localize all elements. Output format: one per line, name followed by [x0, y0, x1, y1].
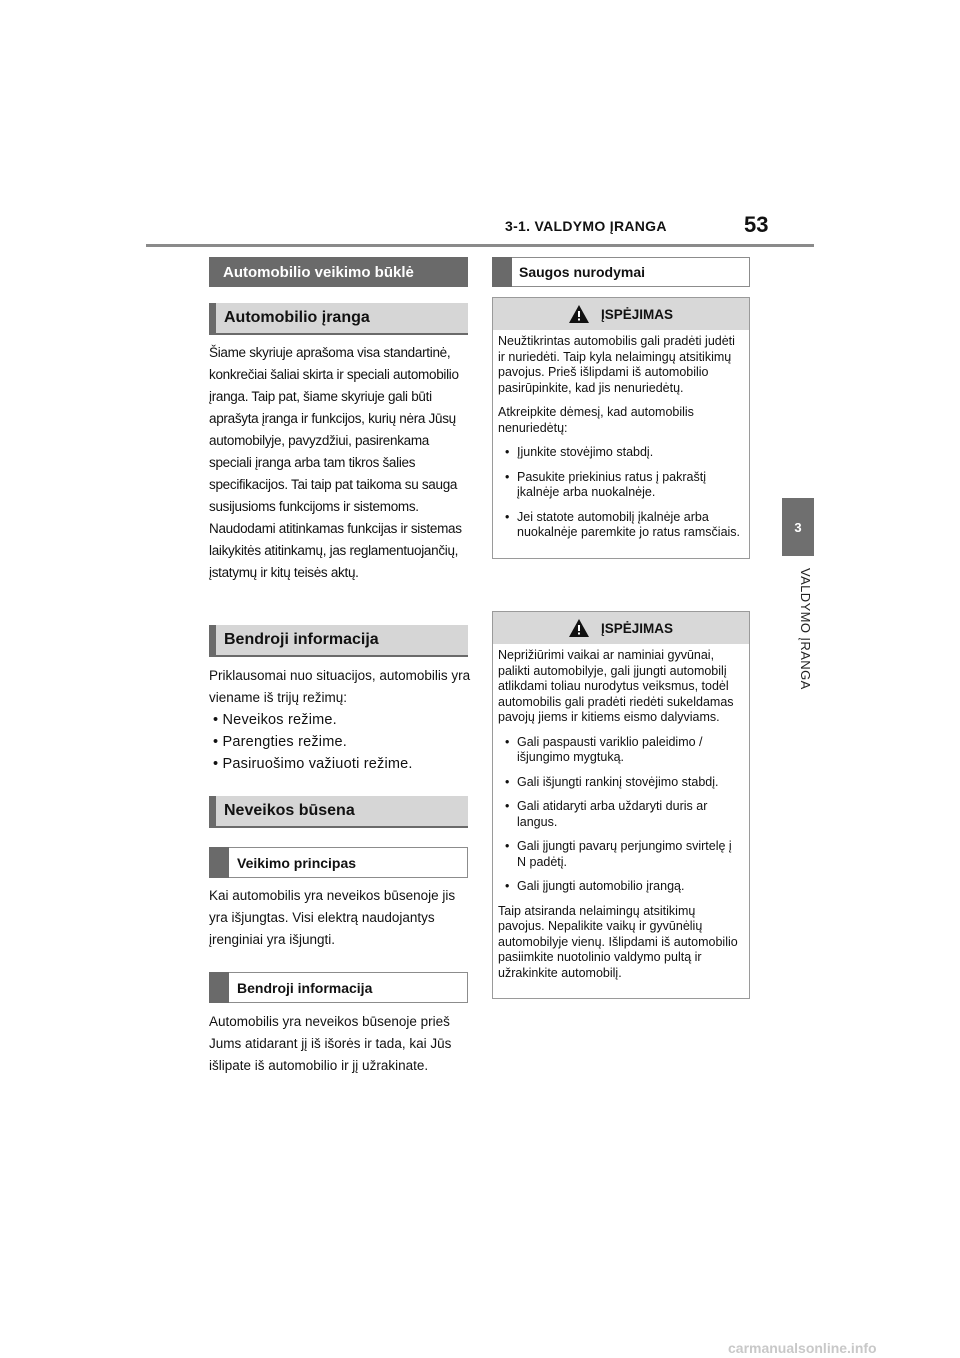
warning-triangle-icon	[569, 619, 589, 637]
warning-title: ĮSPĖJIMAS	[600, 306, 674, 322]
principle-heading: Veikimo principas	[209, 847, 468, 878]
equipment-text: Šiame skyriuje aprašoma visa standartinė, konkrečiai šaliai skirta ir speciali automobilio įranga. Taip pat, šiame skyriuje gali būti aprašyta įranga ir funkcijos, kurių nėra Jūsų automobilyje, pavyzdžiui, pasirenkama speciali įranga arba tam tikros šalies specifikacijos. Tai taip pat taikoma su sauga susijusioms funkcijoms ir sistemoms. Naudodami atitinkamas funkcijas ir sistemas laikykitės atitinkamų, jas reglamentuojančių, įstatymų ir kitų teisės aktų.	[209, 345, 462, 580]
list-item: • Gali įjungti automobilio įrangą.	[500, 879, 743, 895]
safety-heading: Saugos nurodymai	[492, 257, 750, 287]
warning-box-2	[492, 611, 750, 999]
general2-text: Automobilis yra neveikos būsenoje prieš Jums atidarant jį iš išorės ir tada, kai Jūs išlipate iš automobilio ir jį užrakinate.	[209, 1014, 452, 1073]
list-item: • Jei statote automobilį įkalnėje arba nuokalnėje paremkite jo ratus ramsčiais.	[500, 510, 743, 541]
list-item: • Parengties režime.	[209, 731, 413, 753]
warning-paragraph: Atkreipkite dėmesį, kad automobilis nenuriedėtų:	[498, 405, 694, 435]
warning-triangle-icon	[569, 305, 589, 323]
warning-box-1	[492, 297, 750, 559]
idle-heading: Neveikos būsena	[209, 796, 468, 828]
mode-list	[209, 709, 413, 775]
warning-header	[493, 298, 749, 330]
list-item: • Gali atidaryti arba uždaryti duris ar langus.	[500, 799, 743, 830]
main-heading: Automobilio veikimo būklė	[209, 257, 468, 287]
warning-paragraph: Taip atsiranda nelaimingų atsitikimų pavojus. Nepalikite vaikų ir gyvūnėlių automobilyje vienų. Išlipdami iš automobilio pasiimkite nuotolinio valdymo pultą ir užrakinkite automobilį.	[498, 903, 738, 980]
header-rule	[146, 244, 814, 247]
list-item: • Įjunkite stovėjimo stabdį.	[500, 445, 743, 461]
general-heading: Bendroji informacija	[209, 625, 468, 657]
chapter-label: VALDYMO ĮRANGA	[798, 568, 813, 690]
page-number: 53	[744, 212, 769, 237]
warning-paragraph: Neužtikrintas automobilis gali pradėti judėti ir nuriedėti. Taip kyla nelaimingų atsitikimų pavojus. Prieš išlipdami iš automobilio pasirūpinkite, kad jis nenuriedėtų.	[498, 334, 735, 395]
chapter-tab: 3	[782, 498, 814, 556]
warning-header	[493, 612, 749, 644]
principle-text: Kai automobilis yra neveikos būsenoje jis yra išjungtas. Visi elektrą naudojantys įrenginiai yra išjungti.	[209, 888, 456, 947]
list-item: • Pasiruošimo važiuoti režime.	[209, 753, 413, 775]
equipment-heading: Automobilio įranga	[209, 303, 468, 335]
general-text: Priklausomai nuo situacijos, automobilis yra viename iš trijų režimų:	[209, 668, 471, 705]
warning-paragraph: Neprižiūrimi vaikai ar naminiai gyvūnai, palikti automobilyje, gali įjungti automobilį atlikdami toliau nurodytus veiksmus, todėl automobilis gali pradėti riedėti sukeldamas pavojų jiems ir kitiems eismo dalyviams.	[498, 648, 734, 724]
list-item: • Gali išjungti rankinį stovėjimo stabdį.	[500, 775, 743, 791]
list-item: • Gali įjungti pavarų perjungimo svirtelę į N padėtį.	[500, 839, 743, 870]
warning-title: ĮSPĖJIMAS	[600, 620, 674, 636]
list-item: • Neveikos režime.	[209, 709, 413, 731]
general2-heading: Bendroji informacija	[209, 972, 468, 1003]
list-item: • Pasukite priekinius ratus į pakraštį įkalnėje arba nuokalnėje.	[500, 470, 743, 501]
list-item: • Gali paspausti variklio paleidimo / išjungimo mygtuką.	[500, 735, 743, 766]
watermark: carmanualsonline.info	[728, 1340, 877, 1356]
section-title: 3-1. VALDYMO ĮRANGA	[505, 218, 667, 234]
